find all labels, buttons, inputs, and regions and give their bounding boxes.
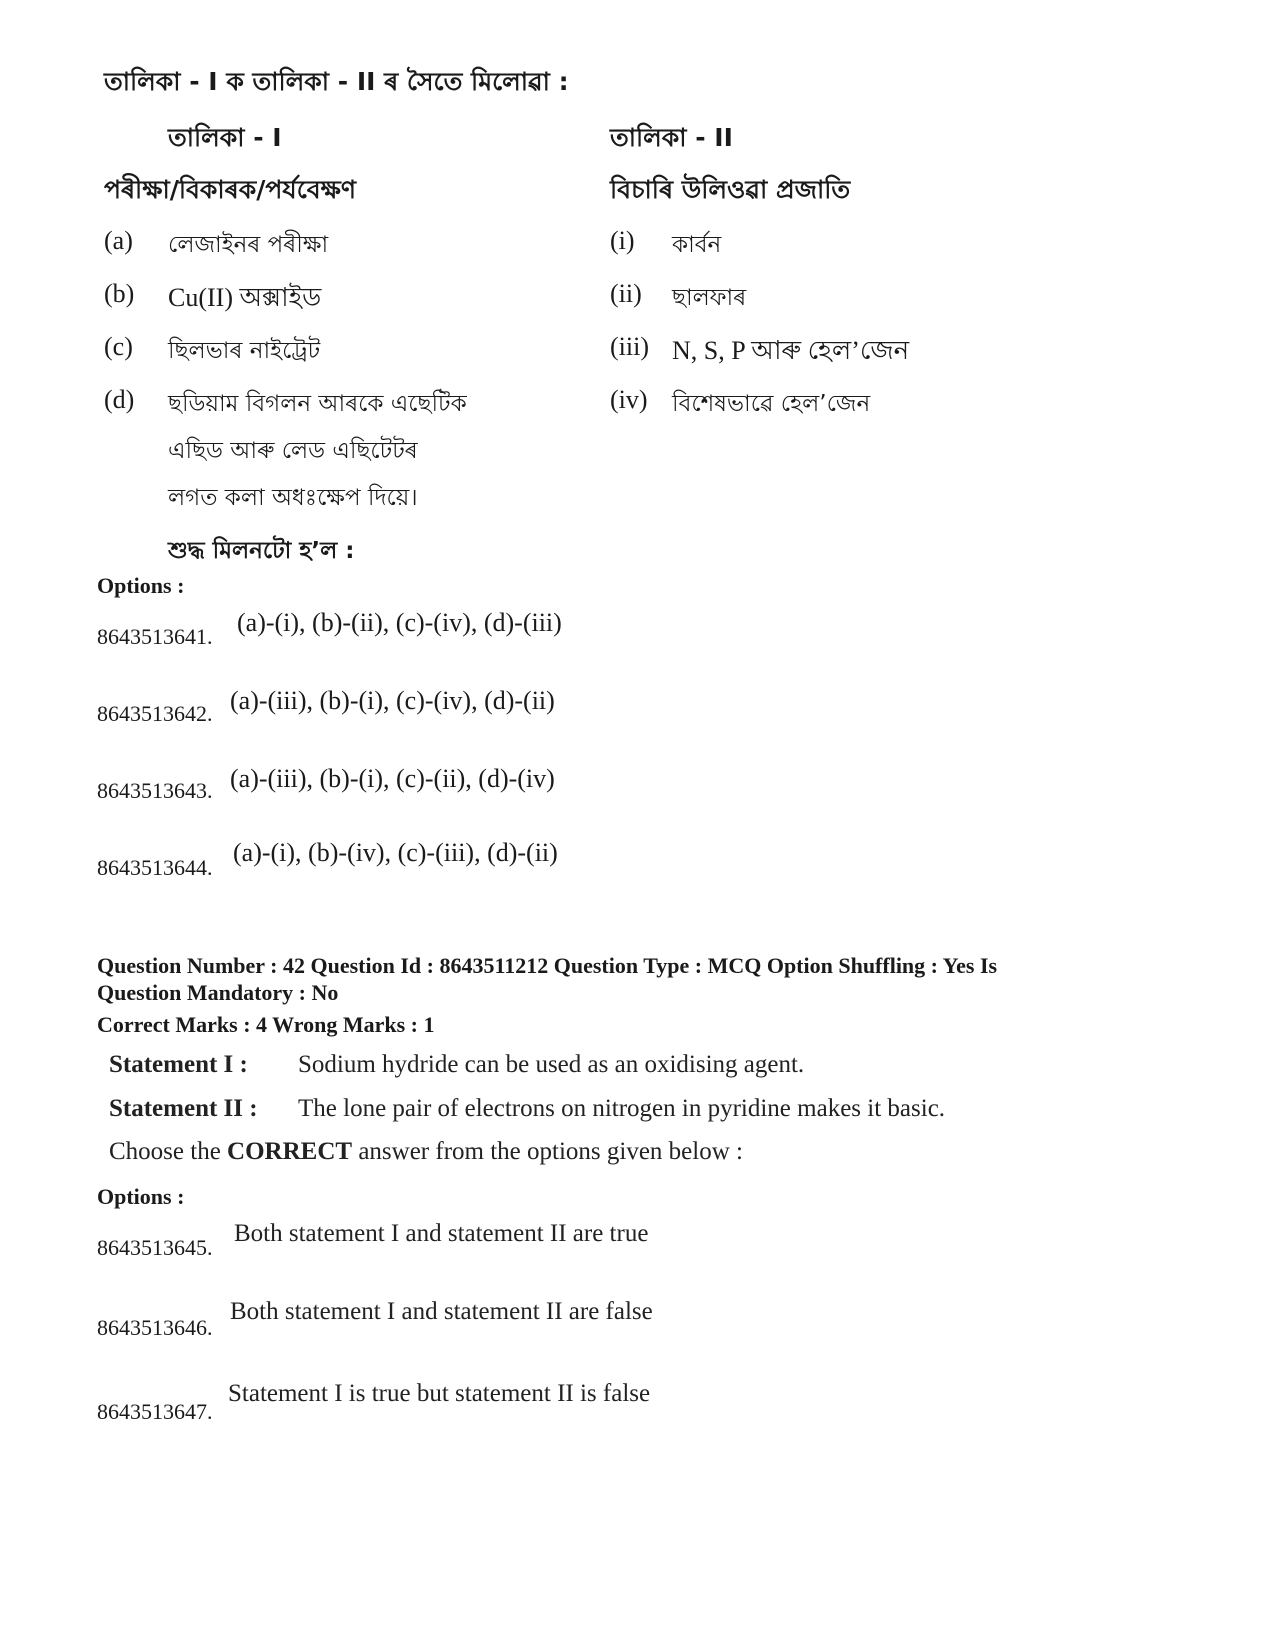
q41-instruction: তালিকা - I ক তালিকা - II ৰ সৈতে মিলোৱা : — [104, 67, 569, 96]
list1-title: তালিকা - I — [168, 123, 282, 152]
choose-suffix: answer from the options given below : — [352, 1138, 743, 1165]
list2-item-iii-label: (iii) — [610, 332, 649, 361]
list2-item-iii-text: N, S, P আৰু হেল’জেন — [672, 336, 910, 365]
statement1-text: Sodium hydride can be used as an oxidising agent. — [298, 1051, 805, 1078]
list1-item-a-text: লেজাইনৰ পৰীক্ষা — [168, 232, 329, 258]
statement2-text: The lone pair of electrons on nitrogen in pyridine makes it basic. — [298, 1095, 946, 1122]
list2-item-ii-label: (ii) — [610, 279, 642, 308]
list1-item-d-line2: এছিড আৰু লেড এছিটেটৰ — [168, 438, 418, 464]
list2-title: তালিকা - II — [610, 123, 733, 152]
list1-item-d-line1: ছডিয়াম বিগলন আৰকে এছেটিক — [168, 391, 467, 417]
q41-option-2-text[interactable]: (a)-(iii), (b)-(i), (c)-(iv), (d)-(ii) — [230, 686, 555, 715]
choose-correct-word: CORRECT — [227, 1138, 353, 1165]
list1-subtitle: পৰীক্ষা/বিকাৰক/পৰ্যবেক্ষণ — [104, 175, 357, 204]
q41-option-2-id: 8643513642. — [97, 701, 213, 726]
q41-option-4-text[interactable]: (a)-(i), (b)-(iv), (c)-(iii), (d)-(ii) — [233, 838, 558, 867]
list1-item-d-label: (d) — [104, 385, 135, 414]
q42-meta-line1: Question Number : 42 Question Id : 8643511212 Question Type : MCQ Option Shuffling : Yes Is — [97, 953, 998, 978]
list1-item-d-line3: লগত কলা অধঃক্ষেপ দিয়ে। — [168, 485, 418, 511]
list1-item-a-label: (a) — [104, 226, 133, 255]
q42-option-1-id: 8643513645. — [97, 1235, 213, 1260]
list1-item-b-label: (b) — [104, 279, 135, 308]
q41-option-3-id: 8643513643. — [97, 778, 213, 803]
list1-item-c-label: (c) — [104, 332, 133, 361]
list2-item-iv-label: (iv) — [610, 385, 648, 414]
choose-instruction — [109, 1138, 743, 1166]
q42-option-2-text[interactable]: Both statement I and statement II are false — [230, 1298, 653, 1325]
list1-item-b-text: Cu(II) অক্সাইড — [168, 283, 322, 312]
q41-option-3-text[interactable]: (a)-(iii), (b)-(i), (c)-(ii), (d)-(iv) — [230, 764, 555, 793]
choose-prefix: Choose the — [109, 1138, 228, 1165]
q42-meta-line2: Question Mandatory : No — [97, 980, 339, 1005]
q42-marks-line: Correct Marks : 4 Wrong Marks : 1 — [97, 1012, 435, 1037]
q41-options-heading: Options : — [97, 573, 185, 598]
q42-option-3-id: 8643513647. — [97, 1399, 213, 1424]
q41-option-1-id: 8643513641. — [97, 624, 213, 649]
statement1-label: Statement I : — [109, 1051, 248, 1078]
q41-option-1-text[interactable]: (a)-(i), (b)-(ii), (c)-(iv), (d)-(iii) — [237, 608, 562, 637]
list1-item-c-text: ছিলভাৰ নাইট্ৰেট — [168, 338, 321, 364]
q41-prompt: শুদ্ধ মিলনটো হ’ল : — [168, 538, 355, 564]
q42-options-heading: Options : — [97, 1184, 185, 1209]
list2-subtitle: বিচাৰি উলিওৱা প্ৰজাতি — [610, 175, 851, 204]
list2-item-ii-text: ছালফাৰ — [672, 285, 747, 311]
q42-option-2-id: 8643513646. — [97, 1315, 213, 1340]
list2-item-i-text: কাৰ্বন — [672, 232, 722, 258]
statement2-label: Statement II : — [109, 1095, 258, 1122]
list2-item-i-label: (i) — [610, 226, 635, 255]
q42-option-1-text[interactable]: Both statement I and statement II are true — [234, 1220, 649, 1247]
list2-item-iv-text: বিশেষভাৱে হেল’জেন — [672, 391, 871, 417]
q42-option-3-text[interactable]: Statement I is true but statement II is false — [228, 1380, 651, 1407]
q41-option-4-id: 8643513644. — [97, 855, 213, 880]
